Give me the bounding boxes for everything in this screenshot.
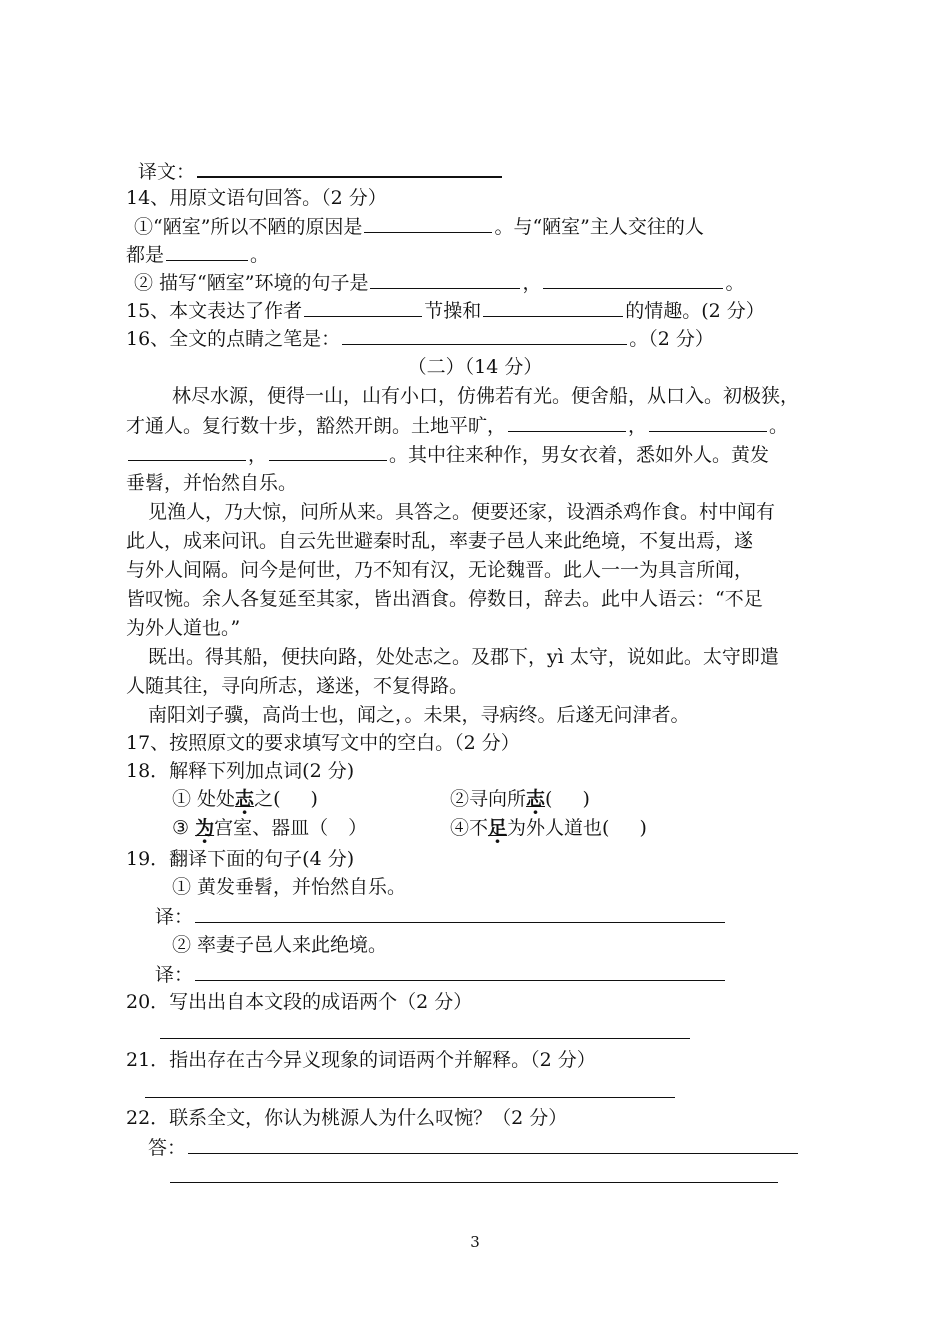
q20-answer-line[interactable] xyxy=(160,1038,690,1039)
passage-p2-line1: 见渔人，乃大惊，问所从来。具答之。便要还家，设酒杀鸡作食。村中闻有 xyxy=(148,501,776,523)
q18-item1-dotted-word: 志 xyxy=(235,788,255,810)
q14-title: 14、用原文语句回答。（2 分） xyxy=(126,187,387,209)
q14-line1-text-a: ①“陋室”所以不陋的原因是 xyxy=(134,216,363,238)
q18-item3 xyxy=(172,814,367,842)
passage-p1-line2-text: 才通人。复行数十步，豁然开朗。土地平旷， xyxy=(126,415,507,437)
q16-text-b: 。（2 分） xyxy=(629,328,714,350)
q16-text-a: 16、全文的点睛之笔是： xyxy=(126,328,341,350)
q15-blank-2[interactable] xyxy=(483,296,623,317)
q14-line2-text-b: 。 xyxy=(250,244,270,266)
q22-answer-label: 答： xyxy=(148,1137,187,1159)
q18-item3-text-b: 宫室、器皿（ xyxy=(214,817,329,839)
q19-sentence2: ② 率妻子邑人来此绝境。 xyxy=(172,934,388,956)
page-number: 3 xyxy=(470,1233,480,1251)
q18-item2-text-a: ②寻向所 xyxy=(450,788,527,810)
passage-p4-line1: 南阳刘子骥，高尚士也，闻之，。未果，寻病终。后遂无问津者。 xyxy=(148,704,690,726)
q21-answer-line[interactable] xyxy=(145,1097,675,1098)
q14-blank-2[interactable] xyxy=(166,240,248,261)
passage-p2-line5: 为外人道也。” xyxy=(126,617,241,639)
passage-p1-line3-text: 。其中往来种作，男女衣着，悉如外人。黄发 xyxy=(389,444,770,466)
passage-p1-line3-sep: ， xyxy=(248,444,268,466)
q16-blank[interactable] xyxy=(342,324,627,345)
q18-item3-text-a: ③ xyxy=(172,817,196,839)
passage-p1-line2 xyxy=(126,411,788,440)
q22-answer-row xyxy=(148,1133,800,1162)
q18-item1-text-a: ① 处处 xyxy=(172,788,236,810)
q18-item2-dotted-word: 志 xyxy=(526,788,546,810)
q19-sentence1: ① 黄发垂髫，并怡然自乐。 xyxy=(172,876,407,898)
q14-blank-3[interactable] xyxy=(370,268,520,289)
passage-blank-2[interactable] xyxy=(649,411,767,432)
q17-title: 17、按照原文的要求填写文中的空白。（2 分） xyxy=(126,732,520,754)
q15-line xyxy=(126,296,765,325)
q14-line2 xyxy=(126,240,269,269)
q19-answer-blank-1[interactable] xyxy=(195,902,725,923)
q14-line1 xyxy=(134,212,704,241)
q14-blank-4[interactable] xyxy=(543,268,723,289)
q15-text-b: 节操和 xyxy=(424,300,482,322)
passage-p2-line4: 皆叹惋。余人各复延至其家，皆出酒食。停数日，辞去。此中人语云：“不足 xyxy=(126,588,763,610)
q18-item4-dotted-word: 足 xyxy=(488,817,508,839)
q19-translation1-label: 译： xyxy=(155,906,194,928)
q19-translation1 xyxy=(155,902,727,931)
q18-item3-close: ） xyxy=(348,817,368,839)
passage-p2-line2: 此人，成来问讯。自云先世避秦时乱，率妻子邑人来此绝境，不复出焉，遂 xyxy=(126,530,754,552)
section-heading: （二）（14 分） xyxy=(407,356,543,378)
passage-p1-line3 xyxy=(126,440,769,469)
passage-p3-line1: 既出。得其船，便扶向路，处处志之。及郡下，yì 太守，说如此。太守即遣 xyxy=(148,646,779,668)
q18-item2 xyxy=(450,785,590,813)
q21-title: 21．指出存在古今异义现象的词语两个并解释。（2 分） xyxy=(126,1049,596,1071)
q14-line3 xyxy=(134,268,745,297)
q22-answer-line-2[interactable] xyxy=(170,1182,778,1183)
passage-blank-4[interactable] xyxy=(269,440,387,461)
passage-p3-line2: 人随其往，寻向所志，遂迷，不复得路。 xyxy=(126,675,469,697)
q18-item1-text-b: 之( xyxy=(254,788,281,810)
q14-blank-1[interactable] xyxy=(364,212,492,233)
q18-item1-close: ) xyxy=(310,788,318,810)
q20-title: 20．写出出自本文段的成语两个（2 分） xyxy=(126,991,473,1013)
q13-translation-label: 译文： xyxy=(138,161,196,183)
q15-text-a: 15、本文表达了作者 xyxy=(126,300,303,322)
q18-item1 xyxy=(172,785,318,813)
q19-title: 19．翻译下面的句子(4 分) xyxy=(126,848,355,870)
q18-title: 18．解释下列加点词(2 分) xyxy=(126,760,355,782)
q18-item4-text-a: ④不 xyxy=(450,817,489,839)
q18-item4-close: ) xyxy=(639,817,647,839)
passage-p1-line4: 垂髫，并怡然自乐。 xyxy=(126,472,298,494)
q19-translation2 xyxy=(155,960,727,989)
q14-line1-text-b: 。与“陋室”主人交往的人 xyxy=(494,216,704,238)
passage-p2-line3: 与外人间隔。问今是何世，乃不知有汉，无论魏晋。此人一一为具言所闻， xyxy=(126,559,754,581)
q15-blank-1[interactable] xyxy=(304,296,422,317)
passage-blank-3[interactable] xyxy=(128,440,246,461)
q19-answer-blank-2[interactable] xyxy=(195,960,725,981)
passage-p1-line1: 林尽水源，便得一山，山有小口，仿佛若有光。便舍船，从口入。初极狭， xyxy=(172,385,800,407)
q22-answer-blank-1[interactable] xyxy=(188,1133,798,1154)
q14-line3-sep: ， xyxy=(522,272,542,294)
q14-line3-text-a: ② 描写“陋室”环境的句子是 xyxy=(134,272,369,294)
q18-item3-dotted-word: 为 xyxy=(195,817,215,839)
passage-p1-line2-sep: ， xyxy=(628,415,648,437)
q16-line xyxy=(126,324,714,353)
q15-text-c: 的情趣。(2 分） xyxy=(625,300,765,322)
q14-line3-end: 。 xyxy=(725,272,745,294)
passage-blank-1[interactable] xyxy=(508,411,626,432)
q18-item4-text-b: 为外人道也( xyxy=(507,817,610,839)
q13-answer-blank[interactable] xyxy=(197,156,502,178)
q14-line2-text-a: 都是 xyxy=(126,244,165,266)
q18-item4 xyxy=(450,814,647,842)
q18-item2-close: ) xyxy=(582,788,590,810)
q13-translation-line xyxy=(138,156,504,186)
passage-p1-line2-end: 。 xyxy=(769,415,789,437)
q18-item2-text-b: ( xyxy=(545,788,553,810)
q22-title: 22．联系全文，你认为桃源人为什么叹惋？（2 分） xyxy=(126,1107,568,1129)
q19-translation2-label: 译： xyxy=(155,964,194,986)
